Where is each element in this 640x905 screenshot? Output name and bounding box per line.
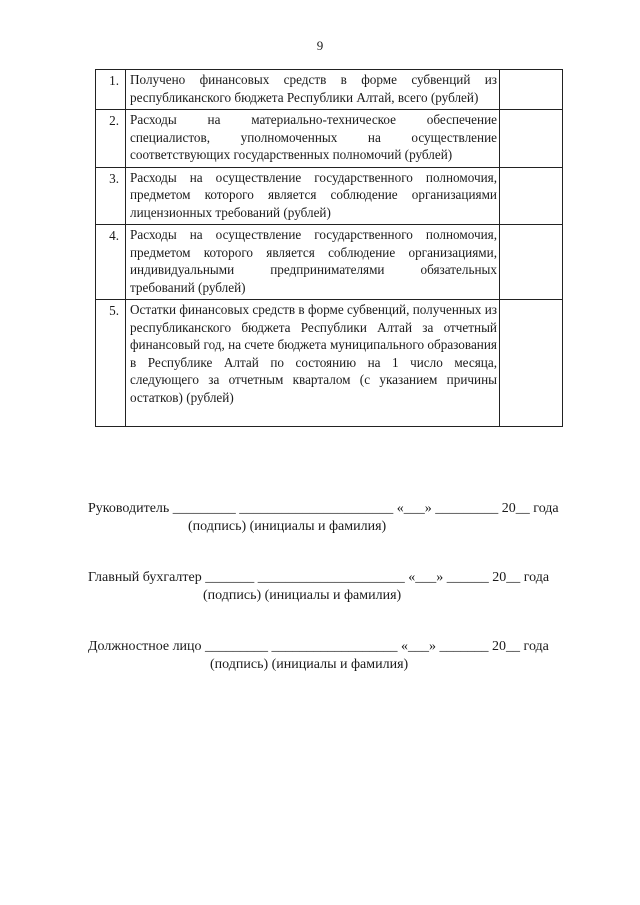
row-number: 2. xyxy=(96,110,126,168)
row-description xyxy=(126,70,500,110)
row-value-cell xyxy=(500,167,563,225)
table-row xyxy=(96,300,563,427)
row-description-text: Остатки финансовых средств в форме субвенций, полученных из республиканского бюджета Республики Алтай за отчетный финансовый год, на счете бюджета муниципального образования в Республике Алтай по состоянию на 1 число месяца, следующего за отчетным кварталом (с указанием причины остатков) (рублей) xyxy=(130,302,497,405)
table-row xyxy=(96,70,563,110)
row-value-cell xyxy=(500,300,563,427)
row-description-text: Расходы на материально-техническое обеспечение специалистов, уполномоченных на осуществление соответствующих государственных полномочий (рублей) xyxy=(130,112,497,162)
signature-line-chief-accountant: Главный бухгалтер _______ _____________________ «___» ______ 20__ года xyxy=(88,570,550,585)
signature-line-official: Должностное лицо _________ __________________ «___» _______ 20__ года xyxy=(88,639,549,654)
row-number: 5. xyxy=(96,300,126,427)
row-description-text: Расходы на осуществление государственного полномочия, предметом которого является соблюдение организациями лицензионных требований (рублей) xyxy=(130,169,497,220)
row-number: 4. xyxy=(96,225,126,300)
row-description xyxy=(126,300,500,427)
signature-caption-chief-accountant: (подпись) (инициалы и фамилия) xyxy=(203,588,402,603)
row-value-cell xyxy=(500,110,563,168)
row-description xyxy=(126,167,500,225)
table-row xyxy=(96,167,563,225)
table-row xyxy=(96,225,563,300)
row-description xyxy=(126,110,500,168)
row-value-cell xyxy=(500,70,563,110)
row-description-text: Получено финансовых средств в форме субвенций из республиканского бюджета Республики Алтай, всего (рублей) xyxy=(130,72,497,105)
report-table xyxy=(95,69,563,427)
row-value-cell xyxy=(500,225,563,300)
signature-caption-official: (подпись) (инициалы и фамилия) xyxy=(210,657,409,672)
row-number: 3. xyxy=(96,167,126,225)
page-number: 9 xyxy=(316,38,324,53)
signature-caption-head: (подпись) (инициалы и фамилия) xyxy=(188,519,387,534)
table-row xyxy=(96,110,563,168)
row-number: 1. xyxy=(96,70,126,110)
signature-line-head: Руководитель _________ ______________________ «___» _________ 20__ года xyxy=(88,501,559,516)
row-description-text: Расходы на осуществление государственного полномочия, предметом которого является соблюдение организациями, индивидуальными предпринимателями обязательных требований (рублей) xyxy=(130,227,497,295)
row-description xyxy=(126,225,500,300)
